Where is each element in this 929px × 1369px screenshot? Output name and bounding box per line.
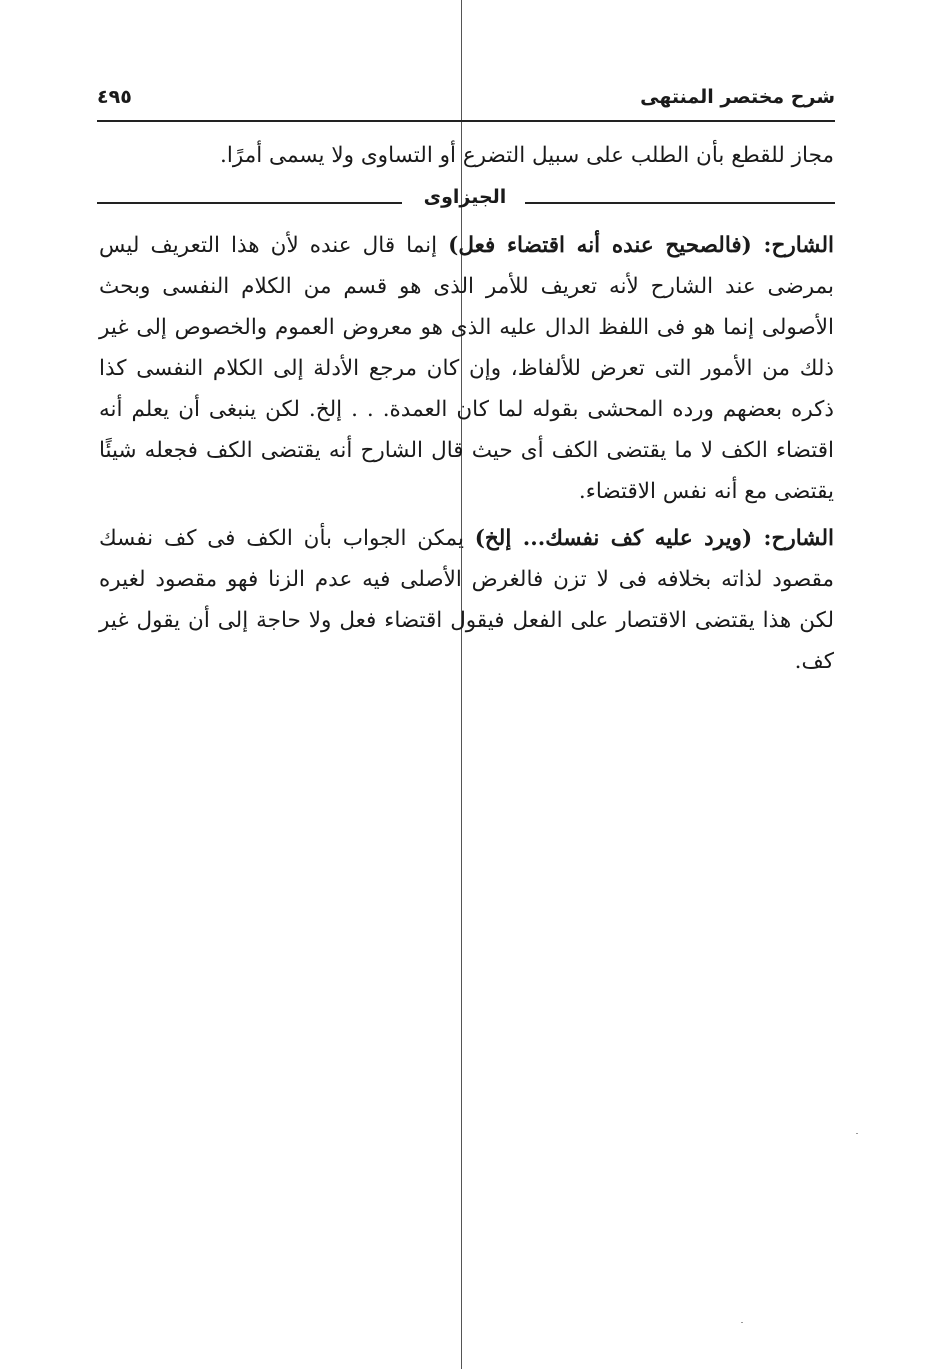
commentary-paragraph <box>99 518 834 682</box>
paragraph-lead: الشارح: (فالصحيح عنده أنه اقتضاء فعل) <box>448 233 834 258</box>
page-header <box>97 84 835 118</box>
page-number: ٤٩٥ <box>97 86 132 108</box>
running-title: شرح مختصر المنتهى <box>640 86 835 108</box>
intro-text: مجاز للقطع بأن الطلب على سبيل التضرع أو التساوى ولا يسمى أمرًا. <box>220 143 834 168</box>
header-rule <box>97 120 835 122</box>
divider-rule-left <box>97 202 402 204</box>
section-divider <box>97 186 835 216</box>
paragraph-lead: الشارح: (ويرد عليه كف نفسك... إلخ) <box>474 526 835 551</box>
scan-speck <box>856 1133 858 1134</box>
commentary-body <box>99 225 834 688</box>
paragraph-text: يمكن الجواب بأن الكف فى كف نفسك مقصود لذاته بخلافه فى لا تزن فالغرض الأصلى فيه عدم الزنا فهو مقصود لغيره لكن هذا يقتضى الاقتصار على الفعل فيقول اقتضاء فعل ولا حاجة إلى أن يقول غير كف. <box>99 526 834 674</box>
divider-rule-right <box>525 202 835 204</box>
paragraph-text: إنما قال عنده لأن هذا التعريف ليس بمرضى عند الشارح لأنه تعريف للأمر الذى هو قسم من الكلام النفسى وبحث الأصولى إنما هو فى اللفظ الدال عليه الذى هو معروض العموم والخصوص إلى غير ذلك من الأمور التى تعرض للألفاظ، وإن كان مرجع الأدلة إلى الكلام النفسى كذا ذكره بعضهم ورده المحشى بقوله لما كان العمدة. . . إلخ. لكن ينبغى أن يعلم أنه اقتضاء الكف لا ما يقتضى الكف أى حيث قال الشارح أنه يقتضى الكف فجعله شيئًا يقتضى مع أنه نفس الاقتضاء. <box>99 233 834 504</box>
commentary-paragraph <box>99 225 834 512</box>
scan-speck <box>741 1322 743 1323</box>
section-heading: الجيزاوى <box>423 186 507 208</box>
